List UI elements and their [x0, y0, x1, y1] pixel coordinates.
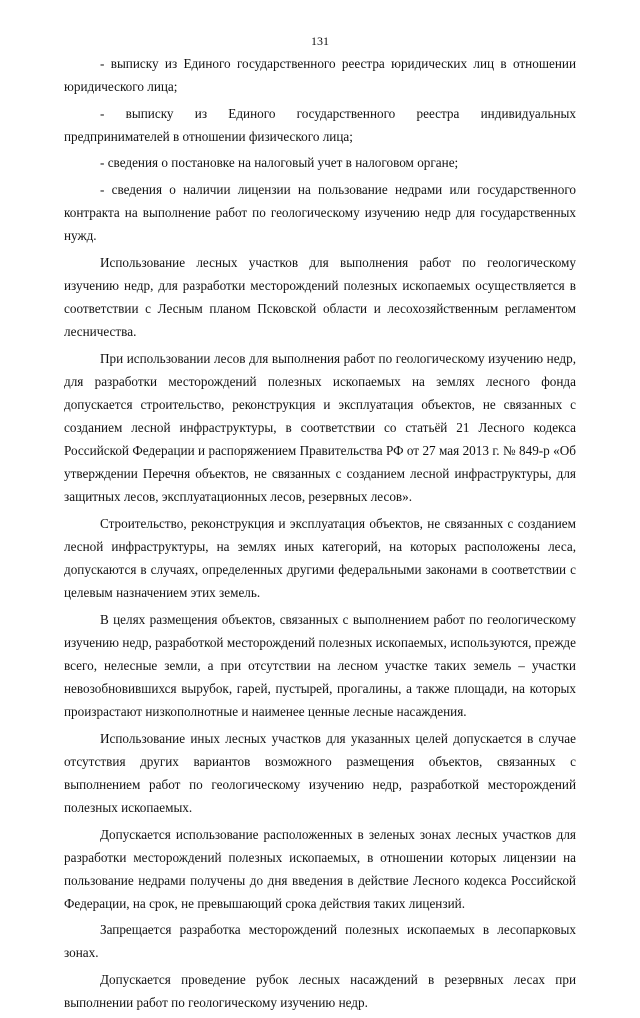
paragraph-bullet-tax-registration: - сведения о постановке на налоговый учет в налоговом органе;	[100, 155, 459, 171]
paragraph-bullet-individual-entrepreneur: - выписку из Единого государственного реестра индивидуальных предпринимателей в отношении физического лица;	[64, 105, 576, 144]
paragraph-construction-other-lands: Строительство, реконструкция и эксплуатация объектов, не связанных с созданием лесной инфраструктуры, на землях иных категорий, на которых расположены леса, допускаются в случаях, определенных другими федеральными законами в соответствии с целевым назначением этих земель.	[64, 515, 576, 601]
page-number: 131	[311, 34, 329, 48]
paragraph-forest-use: Использование лесных участков для выполнения работ по геологическому изучению недр, для разработки месторождений полезных ископаемых осуществляется в соответствии с Лесным планом Псковской области и лесохозяйственным регламентом лесничества.	[64, 254, 576, 340]
paragraph-placement-priority: В целях размещения объектов, связанных с выполнением работ по геологическому изучению недр, разработкой месторождений полезных ископаемых, используются, прежде всего, нелесные земли, а при отсутствии на лесном участке таких земель – участки невозобновившихся вырубок, гарей, пустырей, прогалины, а также площади, на которых произрастают низкополнотные и наименее ценные лесные насаждения.	[64, 611, 576, 720]
paragraph-construction-forest-fund: При использовании лесов для выполнения работ по геологическому изучению недр, для разработки месторождений полезных ископаемых на землях лесного фонда допускается строительство, реконструкция и эксплуатация объектов, не связанных с созданием лесной инфраструктуры, в соответствии со статьёй 21 Лесного кодекса Российской Федерации и распоряжением Правительства РФ от 27 мая 2013 г. № 849-р «Об утверждении Перечня объектов, не связанных с созданием лесной инфраструктуры, для защитных лесов, эксплуатационных лесов, резервных лесов».	[64, 350, 576, 505]
paragraph-other-plots: Использование иных лесных участков для указанных целей допускается в случае отсутствия других вариантов возможного размещения объектов, связанных с выполнением работ по геологическому изучению недр, разработкой месторождений полезных ископаемых.	[64, 730, 576, 815]
body-text	[64, 52, 576, 1018]
paragraph-green-zones: Допускается использование расположенных в зеленых зонах лесных участков для разработки месторождений полезных ископаемых, в отношении которых лицензии на пользование недрами получены до дня введения в действие Лесного кодекса Российской Федерации, на срок, не превышающий срока действия таких лицензий.	[64, 826, 576, 911]
paragraph-forest-park-ban: Запрещается разработка месторождений полезных ископаемых в лесопарковых зонах.	[64, 922, 576, 961]
paragraph-bullet-license: - сведения о наличии лицензии на пользование недрами или государственного контракта на выполнение работ по геологическому изучению недр для государственных нужд.	[64, 181, 576, 244]
paragraph-bullet-legal-entity: - выписку из Единого государственного реестра юридических лиц в отношении юридического лица;	[64, 56, 576, 95]
paragraph-reserve-forests: Допускается проведение рубок лесных насаждений в резервных лесах при выполнении работ по геологическому изучению недр.	[64, 972, 576, 1011]
